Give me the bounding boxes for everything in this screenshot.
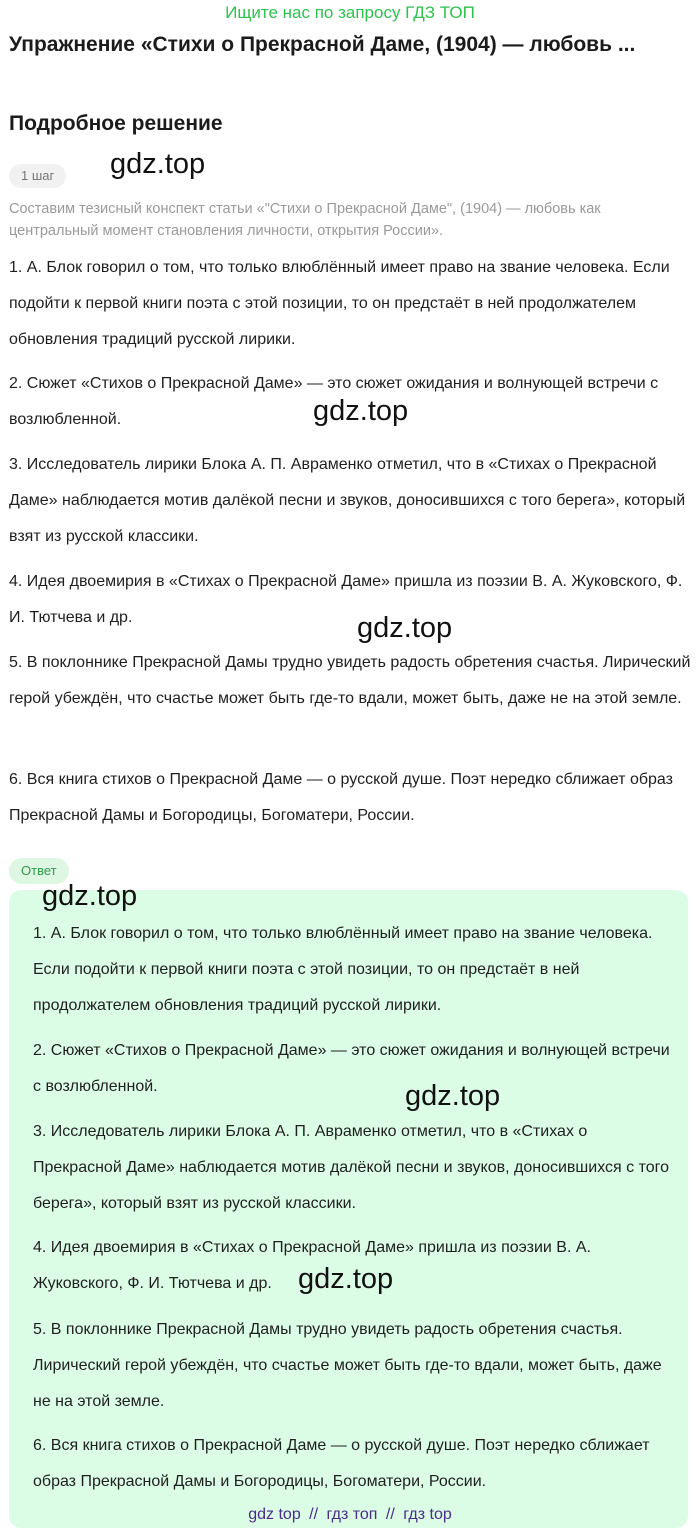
- footer-link-gdz-top-ru[interactable]: гдз топ: [326, 1506, 378, 1523]
- watermark: gdz.top: [42, 880, 138, 912]
- answer-paragraph-3: 3. Исследователь лирики Блока А. П. Авраменко отметил, что в «Стихах о Прекрасной Даме» наблюдается мотив далёкой песни и звуков, доносившихся с того берега», который взят из русской классики.: [33, 1123, 669, 1212]
- footer-link-gdz-top-mixed[interactable]: гдз top: [403, 1506, 452, 1523]
- solution-paragraph-2: 2. Сюжет «Стихов о Прекрасной Даме» — это сюжет ожидания и волнующей встречи с возлюбленной.: [9, 375, 659, 428]
- promo-banner[interactable]: Ищите нас по запросу ГДЗ ТОП: [225, 3, 475, 22]
- section-title: Подробное решение: [9, 112, 223, 135]
- watermark: gdz.top: [298, 1263, 394, 1295]
- answer-paragraph-1: 1. А. Блок говорил о том, что только влюблённый имеет право на звание человека. Если подойти к первой книги поэта с этой позиции, то он предстаёт в ней продолжателем обновления традиций русской лирики.: [33, 925, 653, 1014]
- footer-links: [0, 1506, 700, 1524]
- watermark: gdz.top: [357, 612, 453, 644]
- watermark: gdz.top: [110, 148, 206, 180]
- step-badge: 1 шаг: [9, 164, 66, 188]
- intro-text: Составим тезисный конспект статьи «"Стихи о Прекрасной Даме", (1904) — любовь как центральный момент становления личности, открытия России».: [9, 201, 601, 239]
- answer-paragraph-2: 2. Сюжет «Стихов о Прекрасной Даме» — это сюжет ожидания и волнующей встречи с возлюбленной.: [33, 1042, 670, 1095]
- page-title: Упражнение «Стихи о Прекрасной Даме, (1904) — любовь ...: [9, 33, 636, 56]
- solution-paragraph-4: 4. Идея двоемирия в «Стихах о Прекрасной Даме» пришла из поэзии В. А. Жуковского, Ф. И. Тютчева и др.: [9, 573, 683, 626]
- answer-badge: Ответ: [9, 858, 69, 884]
- footer-separator: //: [385, 1506, 395, 1523]
- answer-paragraph-5: 5. В поклоннике Прекрасной Дамы трудно увидеть радость обретения счастья. Лирический герой убеждён, что счастье может быть где-то вдали, может быть, даже не на этой земле.: [33, 1321, 662, 1410]
- answer-paragraph-4: 4. Идея двоемирия в «Стихах о Прекрасной Даме» пришла из поэзии В. А. Жуковского, Ф. И. Тютчева и др.: [33, 1239, 591, 1292]
- footer-separator: //: [309, 1506, 319, 1523]
- solution-paragraph-5: 5. В поклоннике Прекрасной Дамы трудно увидеть радость обретения счастья. Лирический герой убеждён, что счастье может быть где-то вдали, может быть, даже не на этой земле.: [9, 654, 691, 707]
- watermark: gdz.top: [313, 395, 409, 427]
- solution-paragraph-6: 6. Вся книга стихов о Прекрасной Даме — о русской душе. Поэт нередко сближает образ Прекрасной Дамы и Богородицы, Богоматери, России.: [9, 771, 673, 824]
- watermark: gdz.top: [405, 1080, 501, 1112]
- answer-paragraph-6: 6. Вся книга стихов о Прекрасной Даме — о русской душе. Поэт нередко сближает образ Прекрасной Дамы и Богородицы, Богоматери, России.: [33, 1437, 650, 1490]
- solution-paragraph-1: 1. А. Блок говорил о том, что только влюблённый имеет право на звание человека. Если подойти к первой книги поэта с этой позиции, то он предстаёт в ней продолжателем обновления традиций русской лирики.: [9, 259, 670, 348]
- footer-link-gdz-top[interactable]: gdz top: [248, 1506, 301, 1523]
- solution-paragraph-3: 3. Исследователь лирики Блока А. П. Авраменко отметил, что в «Стихах о Прекрасной Даме» наблюдается мотив далёкой песни и звуков, доносившихся с того берега», который взят из русской классики.: [9, 456, 686, 545]
